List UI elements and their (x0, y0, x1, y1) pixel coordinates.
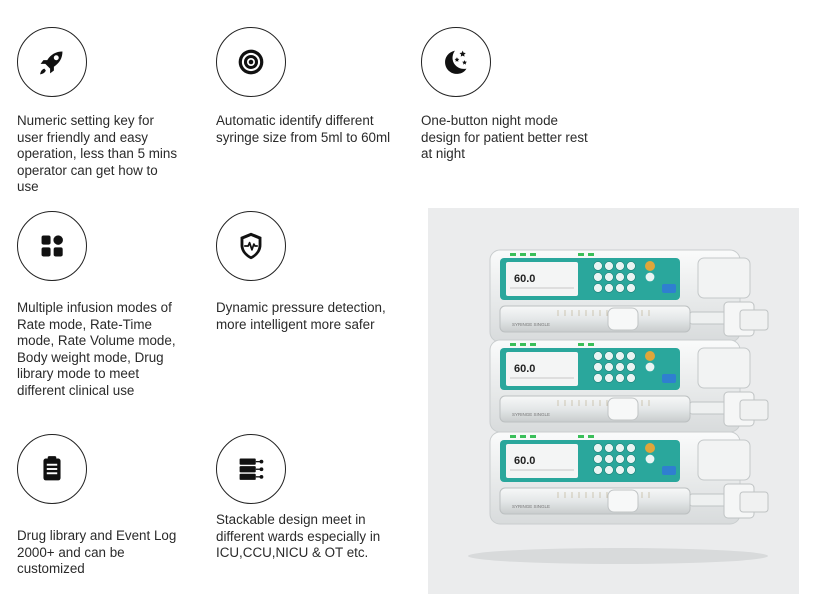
feature-description: One-button night mode design for patient better rest at night (421, 113, 588, 162)
target-icon (232, 43, 270, 81)
syringe-label: SYRINGE SINGLE (512, 322, 551, 327)
status-led (510, 343, 516, 346)
pusher-handle (740, 310, 768, 330)
keypad-key (627, 374, 636, 383)
keypad-key (627, 444, 636, 453)
keypad-key (627, 262, 636, 271)
power-key (645, 351, 655, 361)
syringe-clip (608, 308, 638, 330)
keypad-key (594, 374, 603, 383)
keypad-key (594, 352, 603, 361)
function-key (646, 455, 655, 464)
function-key (646, 273, 655, 282)
grid-modes-icon (33, 227, 71, 265)
keypad-key (627, 284, 636, 293)
keypad-key (627, 352, 636, 361)
stacked-syringe-pumps-image (428, 208, 799, 594)
status-led (520, 253, 526, 256)
feature-description: Drug library and Event Log 2000+ and can be customized (17, 528, 177, 577)
feature-description: Stackable design meet in different wards especially in ICU,CCU,NICU & OT etc. (216, 512, 381, 561)
night-key (662, 284, 676, 293)
feature-icon-frame (216, 211, 286, 281)
syringe-barrel (500, 488, 690, 514)
status-led (578, 343, 584, 346)
keypad-key (616, 466, 625, 475)
keypad-key (605, 455, 614, 464)
keypad-key (605, 374, 614, 383)
status-led (588, 253, 594, 256)
pump-clamp (698, 258, 750, 298)
keypad-key (616, 363, 625, 372)
keypad-key (616, 273, 625, 282)
keypad-key (594, 262, 603, 271)
pump-clamp (698, 348, 750, 388)
syringe-label: SYRINGE SINGLE (512, 504, 551, 509)
pump-clamp (698, 440, 750, 480)
screen-value: 60.0 (514, 363, 536, 375)
status-led (578, 435, 584, 438)
keypad-key (605, 444, 614, 453)
shield-pulse-icon (232, 227, 270, 265)
pusher-handle (740, 400, 768, 420)
status-led (520, 343, 526, 346)
keypad-key (627, 363, 636, 372)
screen-value: 60.0 (514, 273, 536, 285)
keypad-key (616, 444, 625, 453)
feature-icon-frame (17, 434, 87, 504)
keypad-key (616, 262, 625, 271)
pump-unit (490, 340, 768, 432)
power-key (645, 261, 655, 271)
feature-icon-frame (17, 27, 87, 97)
status-led (530, 253, 536, 256)
keypad-key (616, 374, 625, 383)
keypad-key (594, 363, 603, 372)
power-key (645, 443, 655, 453)
syringe-clip (608, 490, 638, 512)
status-led (510, 435, 516, 438)
keypad-key (627, 273, 636, 282)
feature-icon-frame (216, 434, 286, 504)
keypad-key (605, 466, 614, 475)
screen-value: 60.0 (514, 455, 536, 467)
status-led (578, 253, 584, 256)
keypad-key (616, 455, 625, 464)
pump-unit (490, 250, 768, 342)
keypad-key (594, 455, 603, 464)
feature-description: Multiple infusion modes of Rate mode, Rate-Time mode, Rate Volume mode, Body weight mode, Drug library mode to meet different clinical use (17, 300, 176, 398)
keypad-key (605, 363, 614, 372)
night-key (662, 466, 676, 475)
status-led (588, 435, 594, 438)
night-key (662, 374, 676, 383)
feature-description: Numeric setting key for user friendly and easy operation, less than 5 mins operator can get how to use (17, 113, 178, 195)
clipboard-icon (33, 450, 71, 488)
status-led (530, 435, 536, 438)
keypad-key (616, 352, 625, 361)
feature-icon-frame (216, 27, 286, 97)
keypad-key (605, 284, 614, 293)
pump-unit (490, 432, 768, 524)
syringe-barrel (500, 306, 690, 332)
feature-icon-frame (421, 27, 491, 97)
keypad-key (605, 352, 614, 361)
moon-stars-icon (437, 43, 475, 81)
rocket-icon (33, 43, 71, 81)
keypad-key (627, 455, 636, 464)
feature-icon-frame (17, 211, 87, 281)
keypad-key (627, 466, 636, 475)
keypad-key (594, 273, 603, 282)
base-shadow (468, 548, 768, 564)
syringe-clip (608, 398, 638, 420)
status-led (588, 343, 594, 346)
keypad-key (594, 466, 603, 475)
product-photo (428, 208, 799, 594)
status-led (510, 253, 516, 256)
function-key (646, 363, 655, 372)
syringe-label: SYRINGE SINGLE (512, 412, 551, 417)
status-led (520, 435, 526, 438)
pusher-handle (740, 492, 768, 512)
feature-description: Automatic identify different syringe size from 5ml to 60ml (216, 113, 391, 145)
syringe-barrel (500, 396, 690, 422)
feature-description: Dynamic pressure detection, more intelligent more safer (216, 300, 386, 332)
keypad-key (605, 273, 614, 282)
keypad-key (616, 284, 625, 293)
keypad-key (605, 262, 614, 271)
status-led (530, 343, 536, 346)
keypad-key (594, 284, 603, 293)
stack-icon (232, 450, 270, 488)
keypad-key (594, 444, 603, 453)
